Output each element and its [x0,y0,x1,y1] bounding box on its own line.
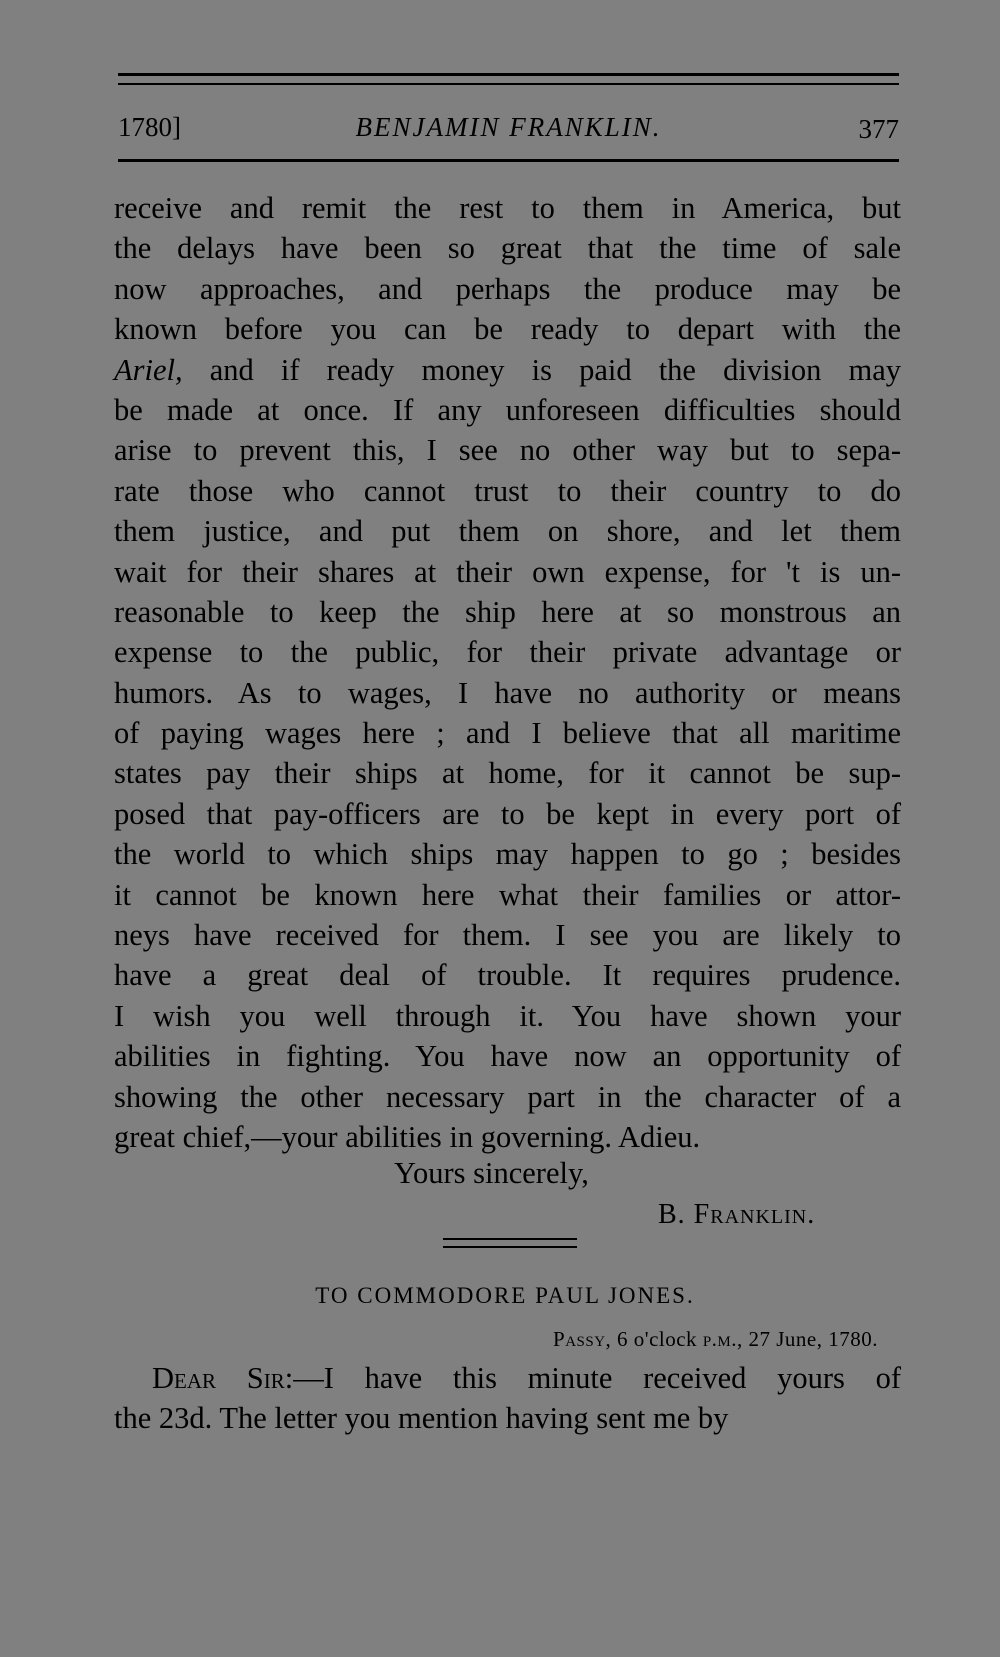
page-number: 377 [858,114,899,144]
header-year: 1780] [118,112,181,142]
dateline-date: 27 June, 1780. [748,1327,878,1351]
next-letter-body [114,1358,901,1439]
salutation-rest: :—I have this minute received yours of [284,1361,901,1395]
text-line: the world to which ships may happen to go ; besides [114,837,901,872]
dateline [553,1327,878,1352]
running-header [118,108,899,148]
dateline-place: Passy, [553,1327,612,1351]
top-rule-thin [118,83,899,85]
text-line: great chief,—your abilities in governing. Adieu. [114,1119,701,1154]
text-line: wait for their shares at their own expense, for 't is un- [114,554,901,589]
dateline-pm: p.m., [702,1327,743,1351]
text-line: expense to the public, for their private advantage or [114,635,901,670]
dateline-time: 6 o'clock [617,1327,698,1351]
section-separator [443,1246,577,1248]
text-line: states pay their ships at home, for it cannot be sup- [114,756,901,791]
letter-body [114,188,901,1157]
text-line: it cannot be known here what their families or attor- [114,877,901,912]
text-line: arise to prevent this, I see no other way but to sepa- [114,433,901,468]
top-rule [118,73,899,76]
text-line: have a great deal of trouble. It requires prudence. [114,958,901,993]
text-line: the delays have been so great that the time of sale [114,231,901,266]
text-line: posed that pay-officers are to be kept in every port of [114,796,901,831]
text-line-ariel [114,350,901,390]
text-line: showing the other necessary part in the character of a [114,1079,901,1114]
text-line: humors. As to wages, I have no authority or means [114,675,901,710]
text-line: known before you can be ready to depart with the [114,312,901,347]
letter-heading: TO COMMODORE PAUL JONES. [315,1283,695,1308]
header-title: BENJAMIN FRANKLIN. [355,112,662,142]
text-line: neys have received for them. I see you are likely to [114,918,901,953]
text-line: be made at once. If any unforeseen difficulties should [114,392,901,427]
text-line: now approaches, and perhaps the produce may be [114,271,901,306]
text-line: I wish you well through it. You have shown your [114,998,901,1033]
text-line: reasonable to keep the ship here at so monstrous an [114,594,901,629]
signature: B. Franklin. [658,1199,816,1230]
text-line: them justice, and put them on shore, and let them [114,514,901,549]
text-line: of paying wages here ; and I believe that all maritime [114,716,901,751]
text-line: rate those who cannot trust to their country to do [114,473,901,508]
salutation-line [114,1358,901,1398]
text-line: receive and remit the rest to them in America, but [114,191,901,225]
header-rule [118,159,899,162]
text-line: the 23d. The letter you mention having sent me by [114,1401,729,1436]
closing: Yours sincerely, [394,1156,589,1190]
text-line-rest: and if ready money is paid the division may [209,352,901,387]
ship-name: Ariel, [114,352,183,387]
text-line: abilities in fighting. You have now an opportunity of [114,1039,901,1074]
section-separator [443,1238,577,1240]
salutation: Dear Sir [152,1361,285,1395]
